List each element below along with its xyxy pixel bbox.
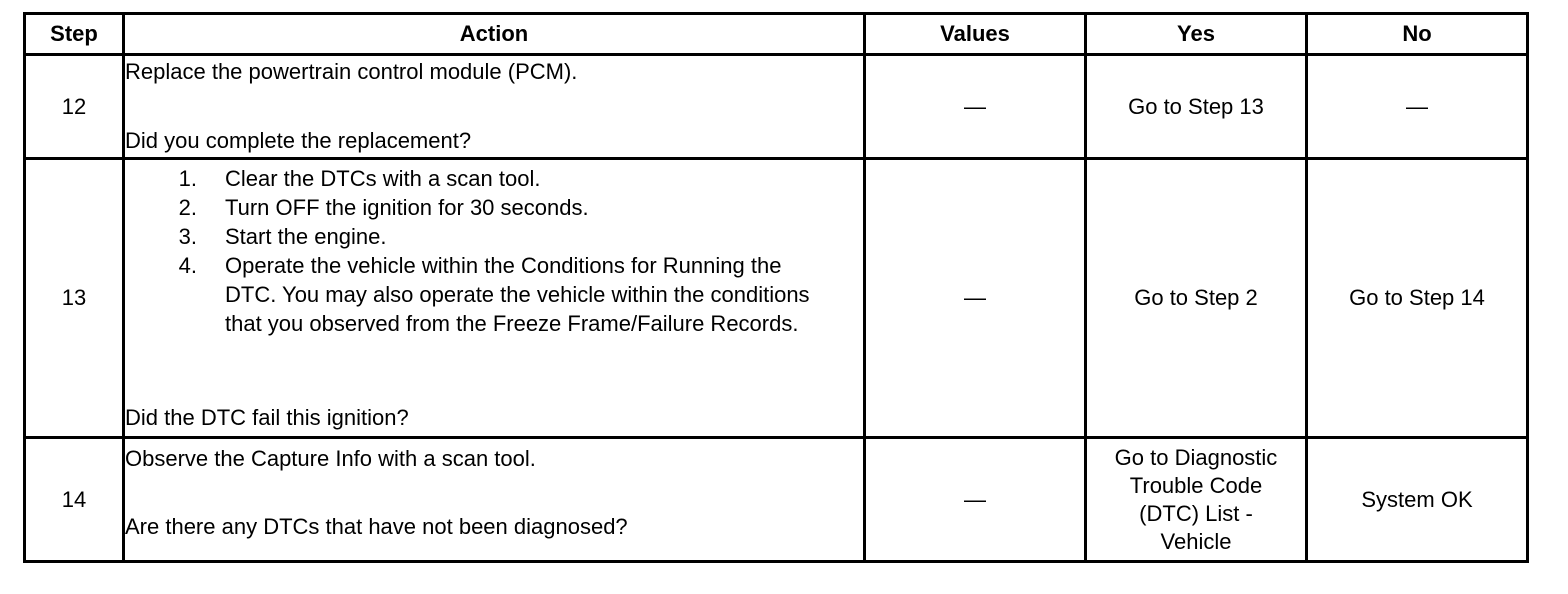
header-row bbox=[25, 14, 1528, 55]
substep-number: 2. bbox=[178, 195, 197, 220]
table-row bbox=[25, 438, 1528, 562]
step-number: 14 bbox=[25, 438, 124, 562]
no-cell: — bbox=[1307, 55, 1528, 159]
action-question: Are there any DTCs that have not been diagnosed? bbox=[125, 514, 628, 539]
values-cell: — bbox=[865, 438, 1086, 562]
substep-text: Turn OFF the ignition for 30 seconds. bbox=[225, 195, 589, 220]
values-cell: — bbox=[865, 55, 1086, 159]
substep-list bbox=[125, 164, 863, 338]
step-number: 13 bbox=[25, 159, 124, 438]
step-number: 12 bbox=[25, 55, 124, 159]
action-cell bbox=[124, 438, 865, 562]
action-question: Did you complete the replacement? bbox=[125, 128, 472, 153]
table-row bbox=[25, 159, 1528, 438]
header-action: Action bbox=[124, 14, 865, 55]
substep-text: Clear the DTCs with a scan tool. bbox=[225, 166, 541, 191]
list-item bbox=[125, 164, 863, 193]
values-cell: — bbox=[865, 159, 1086, 438]
substep-number: 4. bbox=[178, 253, 197, 278]
yes-link[interactable]: Go to Step 13 bbox=[1086, 55, 1307, 159]
header-no: No bbox=[1307, 14, 1528, 55]
diagnostic-table bbox=[23, 12, 1529, 563]
substep-text: Operate the vehicle within the Conditions for Running the DTC. You may also operate the vehicle within the conditions that you observed from the Freeze Frame/Failure Records. bbox=[225, 253, 810, 336]
header-yes: Yes bbox=[1086, 14, 1307, 55]
list-item bbox=[125, 222, 863, 251]
action-cell bbox=[124, 159, 865, 438]
action-instruction: Observe the Capture Info with a scan tool. bbox=[125, 446, 536, 471]
header-values: Values bbox=[865, 14, 1086, 55]
action-instruction: Replace the powertrain control module (PCM). bbox=[125, 59, 578, 84]
substep-number: 3. bbox=[178, 224, 197, 249]
action-question: Did the DTC fail this ignition? bbox=[125, 405, 409, 430]
no-link[interactable]: Go to Step 14 bbox=[1307, 159, 1528, 438]
yes-link[interactable]: Go to Step 2 bbox=[1086, 159, 1307, 438]
list-item bbox=[125, 193, 863, 222]
yes-link[interactable]: Go to Diagnostic Trouble Code (DTC) List - Vehicle bbox=[1086, 438, 1307, 562]
action-cell bbox=[124, 55, 865, 159]
header-step: Step bbox=[25, 14, 124, 55]
list-item bbox=[125, 251, 863, 338]
substep-text: Start the engine. bbox=[225, 224, 387, 249]
no-cell: System OK bbox=[1307, 438, 1528, 562]
table-row bbox=[25, 55, 1528, 159]
substep-number: 1. bbox=[178, 166, 197, 191]
